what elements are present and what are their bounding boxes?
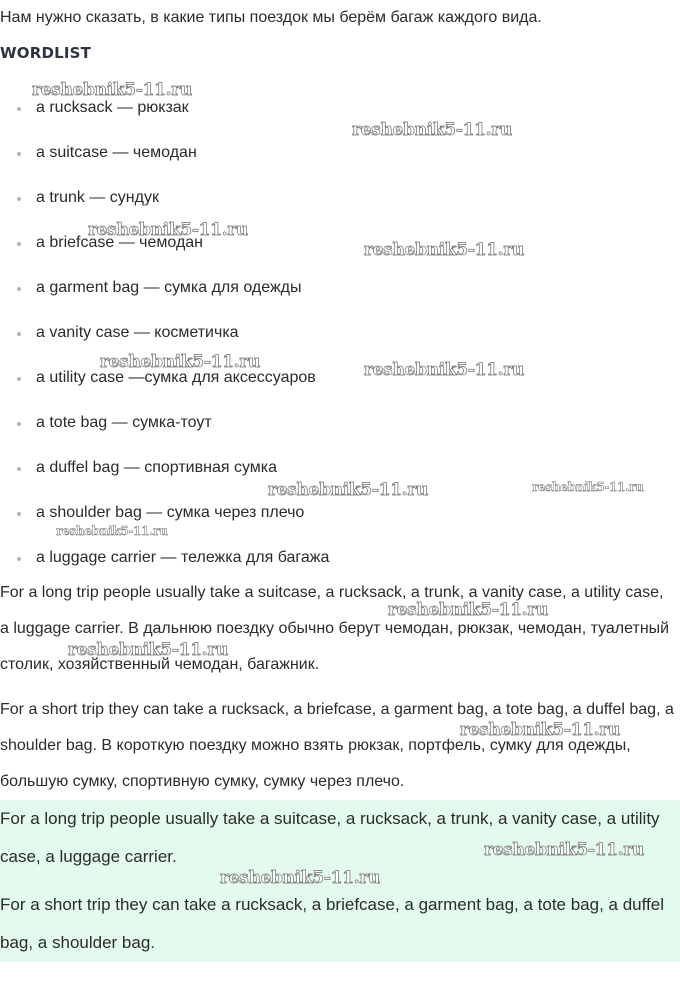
paragraph-short-trip: For a short trip they can take a rucksack, a briefcase, a garment bag, a tote bag, a duffel bag, a shoulder bag. В короткую поездку можно взять рюкзак, портфель, сумку для одежды, большую сумку, спортивную сумку, сумку через плечо.: [0, 701, 674, 790]
bullet-icon: [17, 332, 21, 336]
wordlist-item-text: a utility case —сумка для аксессуаров: [36, 369, 316, 386]
watermark: reshebnik5-11.ru: [32, 80, 192, 100]
wordlist-item-text: a garment bag — сумка для одежды: [36, 279, 302, 296]
watermark: reshebnik5-11.ru: [88, 220, 248, 240]
wordlist-item-text: a suitcase — чемодан: [36, 144, 197, 161]
wordlist-item: [0, 322, 680, 367]
wordlist-item-text: a shoulder bag — сумка через плечо: [36, 504, 305, 521]
bullet-icon: [17, 287, 21, 291]
watermark: reshebnik5-11.ru: [352, 120, 512, 140]
watermark: reshebnik5-11.ru: [364, 360, 524, 380]
watermark: reshebnik5-11.ru: [268, 480, 428, 500]
bullet-icon: [17, 422, 21, 426]
wordlist-item: [0, 502, 680, 547]
wordlist-item: [0, 232, 680, 277]
bullet-icon: [17, 467, 21, 471]
wordlist-heading: WORDLIST: [0, 44, 92, 62]
wordlist-item: [0, 187, 680, 232]
wordlist-item: [0, 457, 680, 502]
bullet-icon: [17, 377, 21, 381]
wordlist-item-text: a briefcase — чемодан: [36, 234, 204, 251]
watermark: reshebnik5-11.ru: [364, 240, 524, 260]
wordlist-item-text: a vanity case — косметичка: [36, 324, 239, 341]
answer-highlight-box: [0, 800, 680, 962]
wordlist-item-text: a luggage carrier — тележка для багажа: [36, 549, 330, 566]
bullet-icon: [17, 107, 21, 111]
watermark: reshebnik5-11.ru: [484, 840, 644, 860]
bullet-icon: [17, 152, 21, 156]
wordlist-item-text: a rucksack — рюкзак: [36, 99, 189, 116]
watermark: reshebnik5-11.ru: [460, 720, 620, 740]
wordlist: [0, 97, 680, 592]
wordlist-item-text: a tote bag — сумка-тоут: [36, 414, 212, 431]
bullet-icon: [17, 242, 21, 246]
wordlist-item-text: a trunk — сундук: [36, 189, 159, 206]
paragraph-long-trip: For a long trip people usually take a suitcase, a rucksack, a trunk, a vanity case, a utility case, a luggage carrier. В дальнюю поездку обычно берут чемодан, рюкзак, чемодан, туалетный столик, хозяйственный чемодан, багажник.: [0, 584, 670, 673]
watermark: reshebnik5-11.ru: [532, 480, 644, 494]
intro-text: Нам нужно сказать, в какие типы поездок мы берём багаж каждого вида.: [0, 9, 542, 26]
watermark: reshebnik5-11.ru: [56, 524, 168, 538]
answer-short-trip: For a short trip they can take a rucksack, a briefcase, a garment bag, a tote bag, a duffel bag, a shoulder bag.: [0, 895, 664, 952]
watermark: reshebnik5-11.ru: [100, 352, 260, 372]
wordlist-item: [0, 97, 680, 142]
bullet-icon: [17, 197, 21, 201]
wordlist-item: [0, 277, 680, 322]
bullet-icon: [17, 512, 21, 516]
answer-long-trip: For a long trip people usually take a suitcase, a rucksack, a trunk, a vanity case, a utility case, a luggage carrier.: [0, 809, 660, 866]
watermark: reshebnik5-11.ru: [388, 600, 548, 620]
wordlist-item: [0, 412, 680, 457]
watermark: reshebnik5-11.ru: [68, 640, 228, 660]
wordlist-item: [0, 142, 680, 187]
wordlist-item-text: a duffel bag — спортивная сумка: [36, 459, 278, 476]
wordlist-item: [0, 367, 680, 412]
watermark: reshebnik5-11.ru: [220, 868, 380, 888]
bullet-icon: [17, 557, 21, 561]
